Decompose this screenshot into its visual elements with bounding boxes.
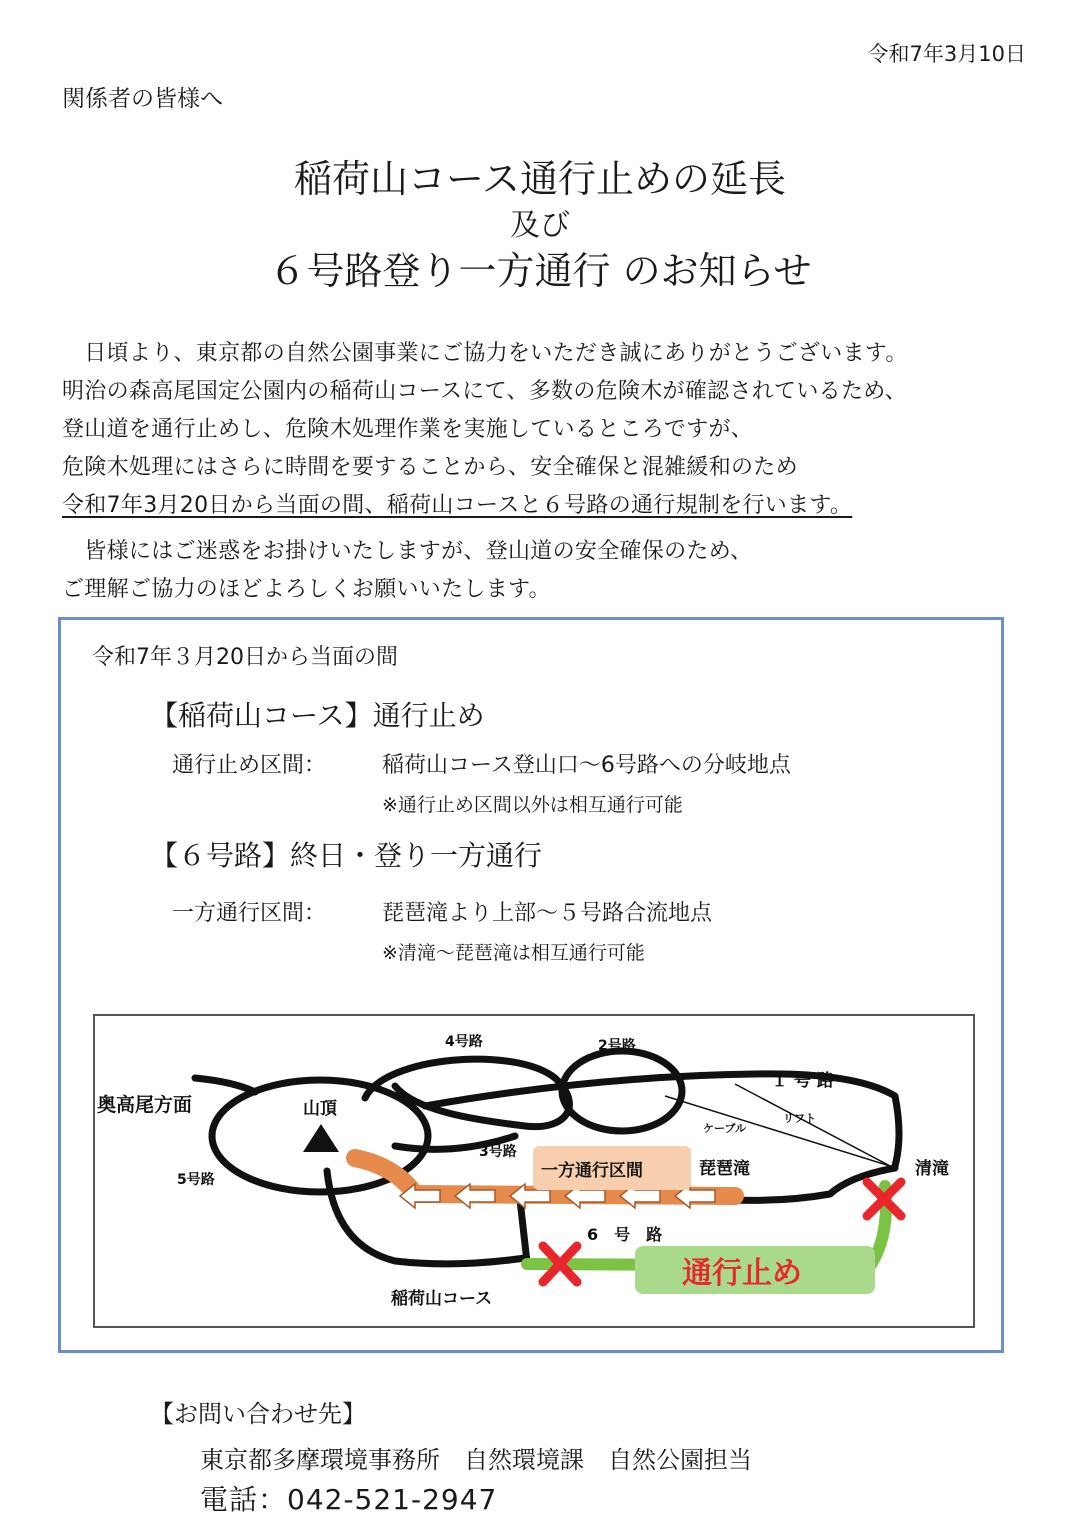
map-label-route2: 2号路 — [598, 1038, 636, 1054]
map-label-closed: 通行止め — [682, 1256, 802, 1291]
inari-loop-trail — [327, 1171, 525, 1264]
map-label-route1: １ 号 路 — [771, 1071, 834, 1091]
body-line: 皆様にはご迷惑をお掛けいたしますが、登山道の安全確保のため、 — [62, 539, 753, 564]
inari-heading: 【稲荷山コース】通行止め — [150, 699, 485, 732]
body-line: ご理解ご協力のほどよろしくお願いいたします。 — [62, 577, 551, 602]
contact-phone: 電話：042-521-2947 — [200, 1483, 498, 1516]
map-label-kiyotaki: 清滝 — [915, 1159, 949, 1179]
body-line: 危険木処理にはさらに時間を要することから、安全確保と混雑緩和のため — [62, 455, 798, 480]
inari-section-label: 通行止め区間： — [172, 753, 327, 778]
route6-section-label: 一方通行区間： — [172, 901, 327, 926]
title-line-2: 及び — [510, 208, 570, 243]
route6-note: ※清滝〜琵琶滝は相互通行可能 — [382, 942, 645, 964]
map-label-route6: 6 号 路 — [587, 1225, 663, 1244]
summit-icon — [303, 1124, 339, 1152]
route2-loop — [562, 1051, 682, 1131]
map-label-summit: 山頂 — [303, 1099, 337, 1119]
route-map — [93, 1014, 975, 1328]
map-label-route3: 3号路 — [479, 1144, 517, 1160]
map-label-oneway: 一方通行区間 — [541, 1161, 643, 1181]
route-map-drawing — [95, 1016, 973, 1326]
title-line-1: 稲荷山コース通行止めの延長 — [293, 157, 787, 201]
map-label-route4: 4号路 — [445, 1034, 483, 1050]
map-label-okutakao: 奥高尾方面 — [97, 1094, 193, 1116]
body-line-underlined: 令和7年3月20日から当面の間、稲荷山コースと６号路の通行規制を行います。 — [62, 493, 853, 518]
route6-section-value: 琵琶滝より上部〜５号路合流地点 — [382, 901, 713, 926]
route6-heading: 【６号路】終日・登り一方通行 — [150, 839, 543, 872]
title-line-3: ６号路登り一方通行 のお知らせ — [268, 249, 812, 293]
period-text: 令和7年３月20日から当面の間 — [92, 645, 398, 670]
addressee: 関係者の皆様へ — [62, 86, 223, 112]
map-label-inari: 稲荷山コース — [391, 1289, 493, 1309]
map-label-cable: ケーブル — [703, 1122, 747, 1135]
inari-note: ※通行止め区間以外は相互通行可能 — [382, 794, 683, 816]
body-line: 明治の森高尾国定公園内の稲荷山コースにて、多数の危険木が確認されているため、 — [62, 379, 907, 404]
inari-section-value: 稲荷山コース登山口〜6号路への分岐地点 — [382, 753, 791, 778]
map-label-route5: 5号路 — [177, 1172, 215, 1188]
okutakao-trail — [195, 1078, 255, 1092]
body-line: 登山道を通行止めし、危険木処理作業を実施しているところですが、 — [62, 417, 754, 442]
body-line: 日頃より、東京都の自然公園事業にご協力をいただき誠にありがとうございます。 — [62, 341, 908, 366]
map-label-lift: リフト — [783, 1112, 816, 1125]
contact-heading: 【お問い合わせ先】 — [150, 1400, 366, 1428]
map-label-biwataki: 琵琶滝 — [699, 1159, 750, 1179]
contact-office: 東京都多摩環境事務所 自然環境課 自然公園担当 — [200, 1446, 752, 1474]
inari-connector — [520, 1200, 527, 1262]
notice-date: 令和7年3月10日 — [867, 42, 1026, 66]
